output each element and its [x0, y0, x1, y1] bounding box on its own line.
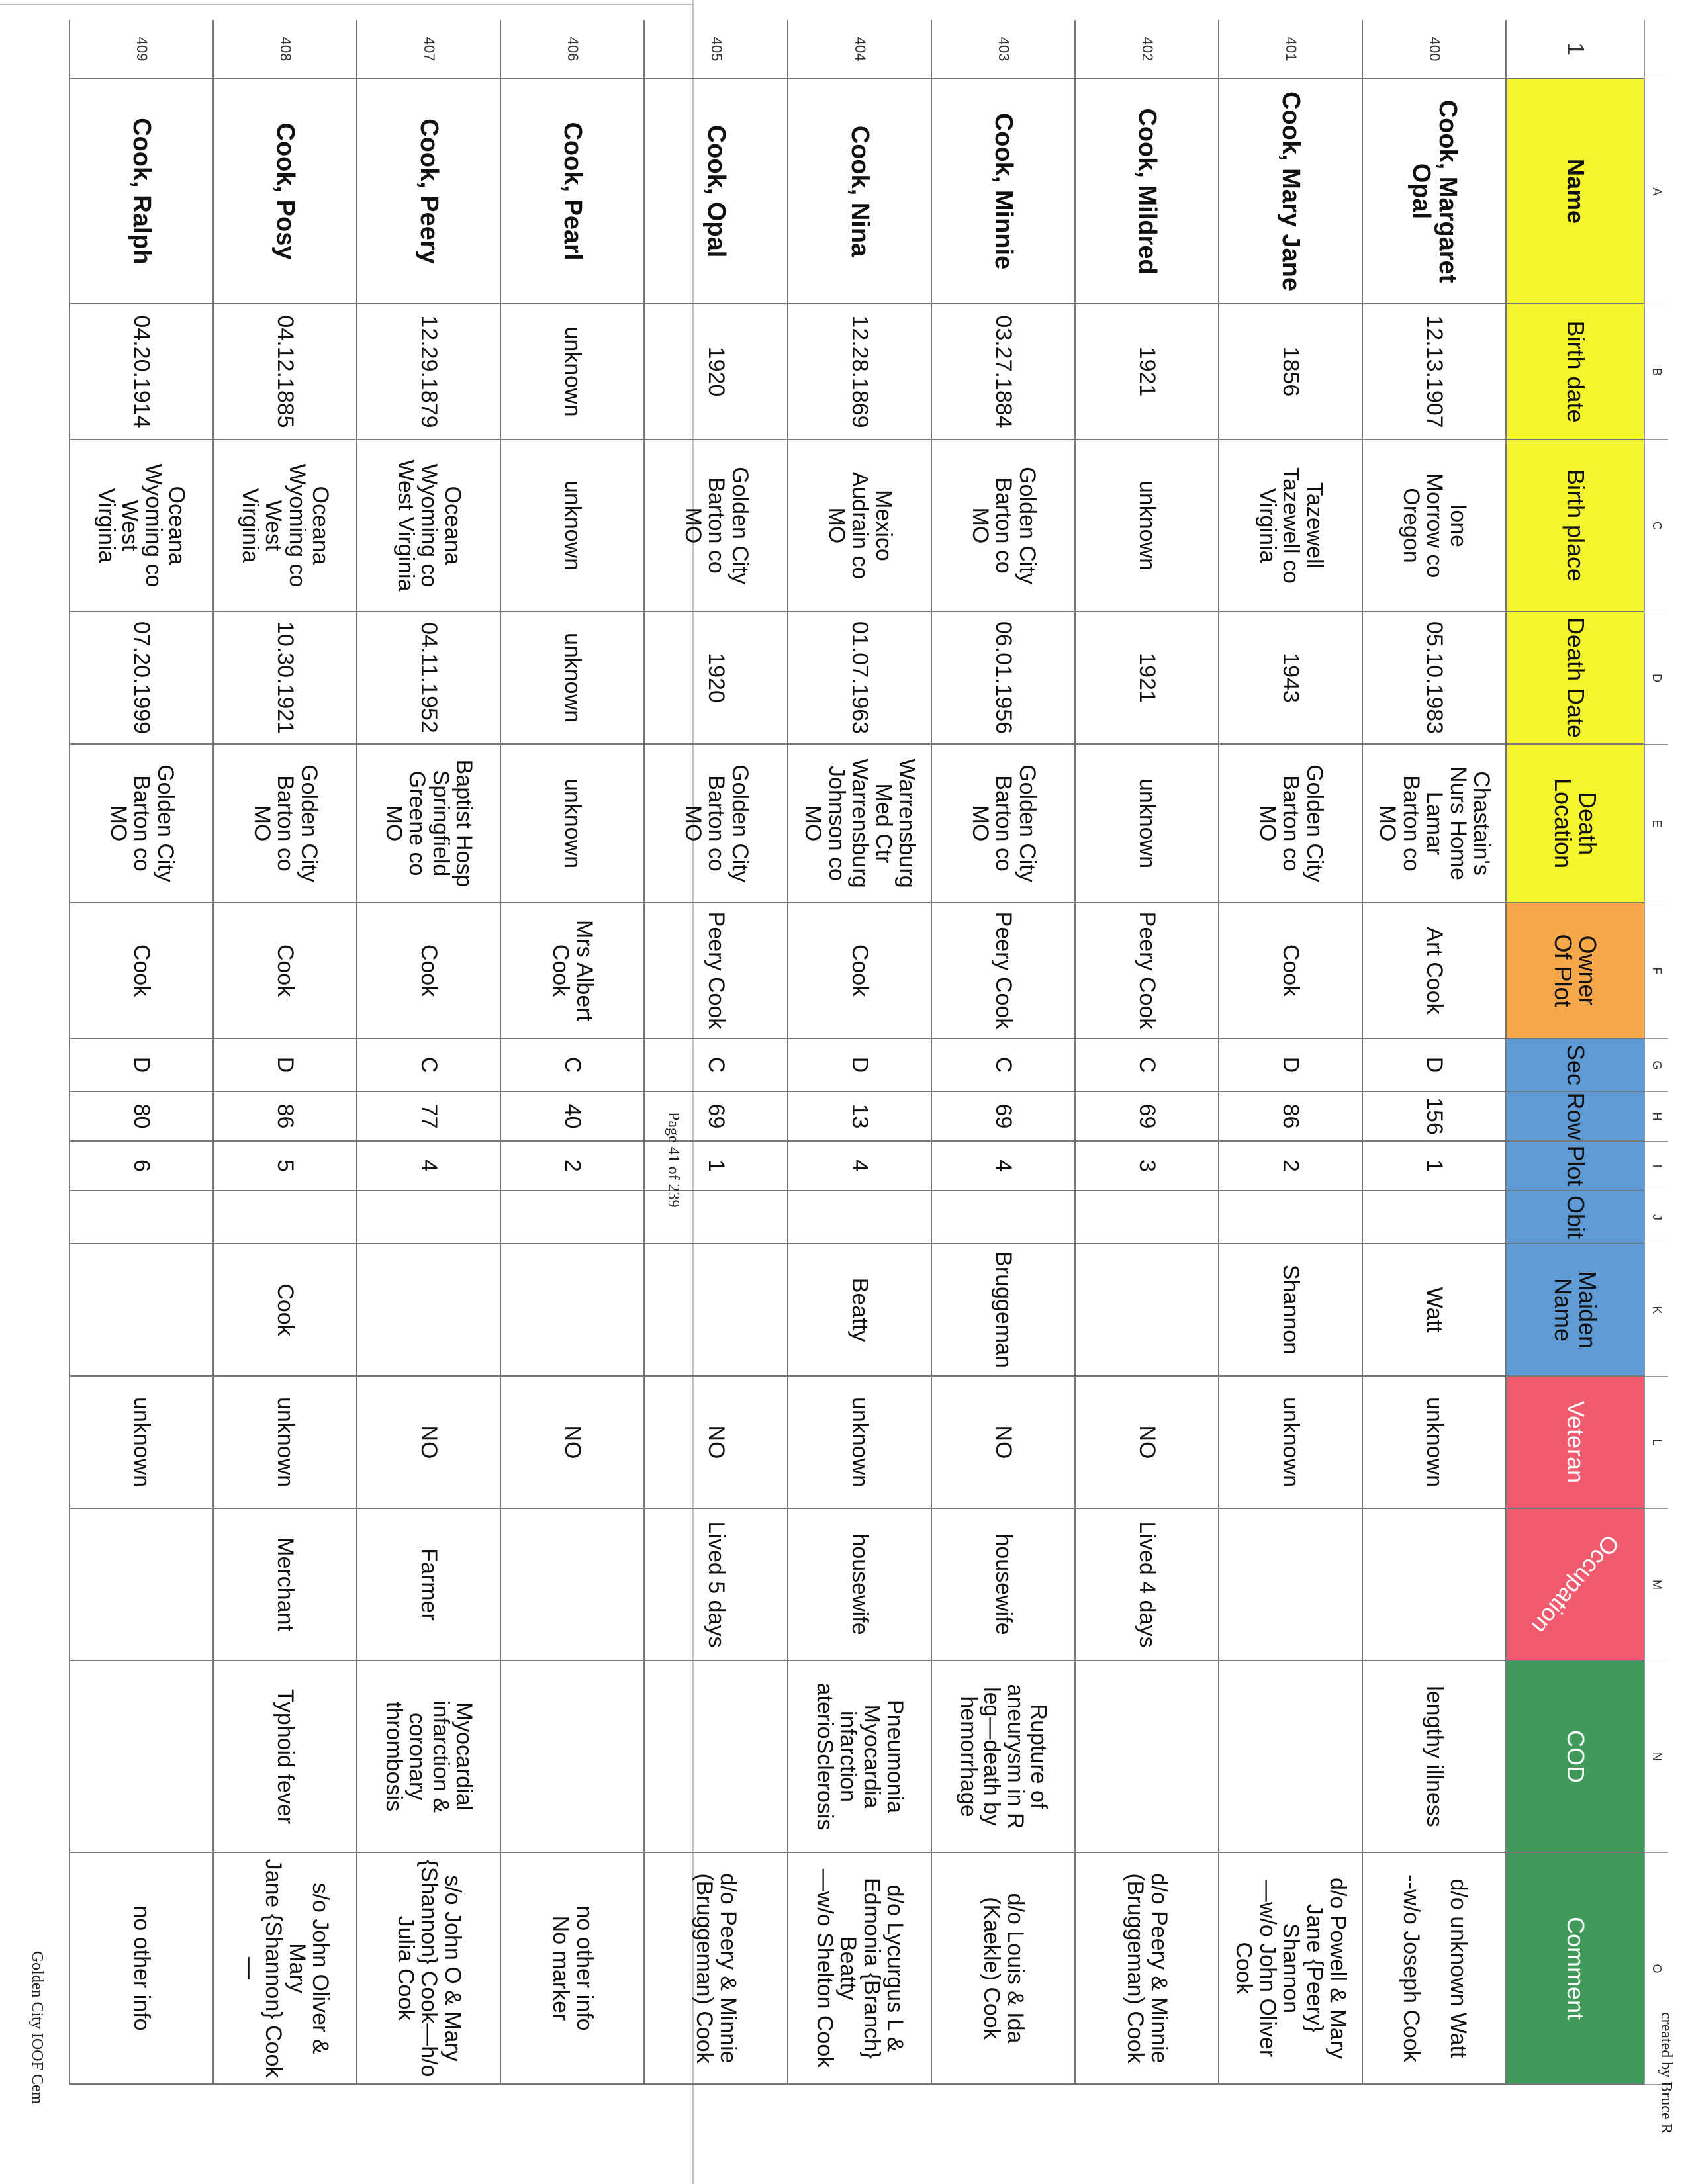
birth-place-cell: Oceana Wyoming co West Virginia: [356, 440, 500, 612]
header-plot: Plot: [1505, 1142, 1644, 1191]
birth-place-cell: unknown: [500, 440, 643, 612]
cod-cell: Pneumonia Myocardia infarction aterioSclerosis: [787, 1661, 931, 1853]
maiden-name-cell: Shannon: [1218, 1244, 1362, 1377]
column-letter: I: [1644, 1142, 1668, 1191]
column-letter: K: [1644, 1244, 1668, 1377]
obit-cell: [1218, 1191, 1362, 1244]
column-letter: H: [1644, 1092, 1668, 1142]
header-rownum: 1: [1505, 20, 1644, 79]
occupation-cell: Farmer: [356, 1509, 500, 1661]
death-location-cell: Golden City Barton co MO: [1218, 745, 1362, 903]
name-cell: Cook, Posy: [212, 79, 356, 304]
owner-cell: Cook: [212, 903, 356, 1039]
death-date-cell: 1920: [643, 612, 787, 745]
column-letter: J: [1644, 1191, 1668, 1244]
veteran-cell: NO: [1074, 1377, 1218, 1509]
birth-place-cell: Golden City Barton co MO: [643, 440, 787, 612]
death-date-cell: 06.01.1956: [931, 612, 1074, 745]
sec-cell: D: [787, 1039, 931, 1092]
header-obit: Obit: [1505, 1191, 1644, 1244]
column-letter: O: [1644, 1853, 1668, 2085]
birth-place-cell: unknown: [1074, 440, 1218, 612]
name-cell: Cook, Pearl: [500, 79, 643, 304]
maiden-name-cell: [69, 1244, 212, 1377]
veteran-cell: NO: [356, 1377, 500, 1509]
occupation-cell: [500, 1509, 643, 1661]
sec-cell: D: [1362, 1039, 1505, 1092]
column-letter: F: [1644, 903, 1668, 1039]
header-cod: COD: [1505, 1661, 1644, 1853]
name-cell: Cook, Opal: [643, 79, 787, 304]
obit-cell: [931, 1191, 1074, 1244]
obit-cell: [1074, 1191, 1218, 1244]
obit-cell: [787, 1191, 931, 1244]
owner-cell: Cook: [1218, 903, 1362, 1039]
obit-cell: [356, 1191, 500, 1244]
column-letter: G: [1644, 1039, 1668, 1092]
cod-cell: Myocardial infarction & coronary thrombosis: [356, 1661, 500, 1853]
header-occupation: [1505, 1509, 1644, 1661]
birth-date-cell: 12.13.1907: [1362, 304, 1505, 440]
row-cell: 13: [787, 1092, 931, 1142]
plot-cell: 4: [931, 1142, 1074, 1191]
occupation-cell: housewife: [787, 1509, 931, 1661]
comment-cell: d/o Louis & Ida (Kaekle) Cook: [931, 1853, 1074, 2085]
comment-cell: s/o John O & Mary {Shannon} Cook—h/o Julia Cook: [356, 1853, 500, 2085]
header-birth-date: Birth date: [1505, 304, 1644, 440]
death-location-cell: Golden City Barton co MO: [931, 745, 1074, 903]
maiden-name-cell: Watt: [1362, 1244, 1505, 1377]
obit-cell: [212, 1191, 356, 1244]
birth-date-cell: 04.20.1914: [69, 304, 212, 440]
row-number: 403: [931, 20, 1074, 79]
header-sec: Sec: [1505, 1039, 1644, 1092]
top-rule: [0, 4, 692, 5]
occupation-cell: Merchant: [212, 1509, 356, 1661]
header-veteran: Veteran: [1505, 1377, 1644, 1509]
name-cell: Cook, Margaret Opal: [1362, 79, 1505, 304]
plot-cell: 1: [643, 1142, 787, 1191]
occupation-cell: Lived 4 days: [1074, 1509, 1218, 1661]
plot-cell: 3: [1074, 1142, 1218, 1191]
death-location-cell: Warrensburg Med Ctr Warrensburg Johnson co MO: [787, 745, 931, 903]
death-date-cell: unknown: [500, 612, 643, 745]
death-date-cell: 04.11.1952: [356, 612, 500, 745]
plot-cell: 2: [500, 1142, 643, 1191]
plot-cell: 4: [356, 1142, 500, 1191]
cod-cell: Rupture of aneurysm in R leg—death by hemorrhage: [931, 1661, 1074, 1853]
comment-cell: s/o John Oliver & Mary Jane {Shannon} Cook —: [212, 1853, 356, 2085]
veteran-cell: unknown: [69, 1377, 212, 1509]
maiden-name-cell: Bruggeman: [931, 1244, 1074, 1377]
veteran-cell: NO: [931, 1377, 1074, 1509]
column-letters: [1644, 20, 1668, 2151]
table-row: [500, 20, 643, 2151]
header-name: Name: [1505, 79, 1644, 304]
row-number: 408: [212, 20, 356, 79]
veteran-cell: NO: [500, 1377, 643, 1509]
header-owner-of-plot: Owner Of Plot: [1505, 903, 1644, 1039]
obit-cell: [1362, 1191, 1505, 1244]
cod-cell: [1218, 1661, 1362, 1853]
birth-date-cell: 12.28.1869: [787, 304, 931, 440]
row-cell: 86: [212, 1092, 356, 1142]
birth-place-cell: Ione Morrow co Oregon: [1362, 440, 1505, 612]
obit-cell: [500, 1191, 643, 1244]
table-row: [1074, 20, 1218, 2151]
cod-cell: [1074, 1661, 1218, 1853]
name-cell: Cook, Nina: [787, 79, 931, 304]
death-location-cell: Chastain's Nurs Home Lamar Barton co MO: [1362, 745, 1505, 903]
comment-cell: d/o Powell & Mary Jane {Peery} Shannon —w/o John Oliver Cook: [1218, 1853, 1362, 2085]
row-number: 409: [69, 20, 212, 79]
row-cell: 80: [69, 1092, 212, 1142]
row-number: 404: [787, 20, 931, 79]
row-cell: 156: [1362, 1092, 1505, 1142]
sec-cell: C: [356, 1039, 500, 1092]
data-rows: [69, 20, 1505, 2151]
cod-cell: Typhoid fever: [212, 1661, 356, 1853]
column-letter: [1644, 20, 1668, 79]
header-death-date: Death Date: [1505, 612, 1644, 745]
plot-cell: 4: [787, 1142, 931, 1191]
birth-date-cell: 03.27.1884: [931, 304, 1074, 440]
maiden-name-cell: [643, 1244, 787, 1377]
table-row: [931, 20, 1074, 2151]
column-letter: A: [1644, 79, 1668, 304]
row-cell: 69: [931, 1092, 1074, 1142]
sec-cell: D: [212, 1039, 356, 1092]
name-cell: Cook, Peery: [356, 79, 500, 304]
column-letter: L: [1644, 1377, 1668, 1509]
owner-cell: Art Cook: [1362, 903, 1505, 1039]
name-cell: Cook, Mildred: [1074, 79, 1218, 304]
row-cell: 40: [500, 1092, 643, 1142]
birth-place-cell: Golden City Barton co MO: [931, 440, 1074, 612]
cemetery-spreadsheet: [66, 20, 1668, 2151]
maiden-name-cell: [356, 1244, 500, 1377]
birth-date-cell: 04.12.1885: [212, 304, 356, 440]
obit-cell: [69, 1191, 212, 1244]
plot-cell: 1: [1362, 1142, 1505, 1191]
maiden-name-cell: [1074, 1244, 1218, 1377]
occupation-cell: [1362, 1509, 1505, 1661]
death-date-cell: 01.07.1963: [787, 612, 931, 745]
death-date-cell: 05.10.1983: [1362, 612, 1505, 745]
header-birth-place: Birth place: [1505, 440, 1644, 612]
table-row: [1362, 20, 1505, 2151]
occupation-cell: [69, 1509, 212, 1661]
occupation-cell: Lived 5 days: [643, 1509, 787, 1661]
column-letter: N: [1644, 1661, 1668, 1853]
row-cell: 86: [1218, 1092, 1362, 1142]
birth-date-cell: 1920: [643, 304, 787, 440]
maiden-name-cell: [500, 1244, 643, 1377]
row-cell: 77: [356, 1092, 500, 1142]
death-date-cell: 1921: [1074, 612, 1218, 745]
owner-cell: Mrs Albert Cook: [500, 903, 643, 1039]
sec-cell: C: [1074, 1039, 1218, 1092]
death-location-cell: Golden City Barton co MO: [212, 745, 356, 903]
header-row: Row: [1505, 1092, 1644, 1142]
birth-date-cell: 12.29.1879: [356, 304, 500, 440]
death-date-cell: 10.30.1921: [212, 612, 356, 745]
row-number: 406: [500, 20, 643, 79]
death-location-cell: Golden City Barton co MO: [69, 745, 212, 903]
header-comment: Comment: [1505, 1853, 1644, 2085]
table-row: [356, 20, 500, 2151]
owner-cell: Cook: [356, 903, 500, 1039]
row-number: 401: [1218, 20, 1362, 79]
birth-date-cell: 1856: [1218, 304, 1362, 440]
owner-cell: Peery Cook: [931, 903, 1074, 1039]
sec-cell: C: [931, 1039, 1074, 1092]
column-letter: C: [1644, 440, 1668, 612]
birth-place-cell: Tazewell Tazewell co Virginia: [1218, 440, 1362, 612]
owner-cell: Cook: [787, 903, 931, 1039]
plot-cell: 2: [1218, 1142, 1362, 1191]
comment-cell: d/o Lycurgus L & Edmonia {Branch} Beatty —w/o Shelton Cook: [787, 1853, 931, 2085]
sec-cell: D: [69, 1039, 212, 1092]
death-date-cell: 07.20.1999: [69, 612, 212, 745]
row-number: 402: [1074, 20, 1218, 79]
birth-place-cell: Oceana Wyoming co West Virginia: [212, 440, 356, 612]
row-number: 407: [356, 20, 500, 79]
veteran-cell: unknown: [787, 1377, 931, 1509]
name-cell: Cook, Mary Jane: [1218, 79, 1362, 304]
occupation-cell: housewife: [931, 1509, 1074, 1661]
comment-cell: no other info No marker: [500, 1853, 643, 2085]
veteran-cell: NO: [643, 1377, 787, 1509]
header-row: [1505, 20, 1644, 2151]
occupation-cell: [1218, 1509, 1362, 1661]
sec-cell: C: [643, 1039, 787, 1092]
column-letter: M: [1644, 1509, 1668, 1661]
death-location-cell: unknown: [1074, 745, 1218, 903]
column-letter: B: [1644, 304, 1668, 440]
comment-cell: d/o Peery & Minnie (Bruggeman) Cook: [1074, 1853, 1218, 2085]
veteran-cell: unknown: [212, 1377, 356, 1509]
table-row: [1218, 20, 1362, 2151]
maiden-name-cell: Cook: [212, 1244, 356, 1377]
veteran-cell: unknown: [1362, 1377, 1505, 1509]
row-cell: 69: [1074, 1092, 1218, 1142]
comment-cell: no other info: [69, 1853, 212, 2085]
birth-date-cell: 1921: [1074, 304, 1218, 440]
death-location-cell: unknown: [500, 745, 643, 903]
column-letter: E: [1644, 745, 1668, 903]
plot-cell: 6: [69, 1142, 212, 1191]
death-location-cell: Baptist Hosp Springfield Greene co MO: [356, 745, 500, 903]
birth-date-cell: unknown: [500, 304, 643, 440]
footer-center: Page 41 of 239: [665, 1112, 682, 1208]
birth-place-cell: Mexico Audrain co MO: [787, 440, 931, 612]
cod-cell: [643, 1661, 787, 1853]
death-location-cell: Golden City Barton co MO: [643, 745, 787, 903]
header-death-location: Death Location: [1505, 745, 1644, 903]
table-row: [787, 20, 931, 2151]
death-date-cell: 1943: [1218, 612, 1362, 745]
veteran-cell: unknown: [1218, 1377, 1362, 1509]
sec-cell: D: [1218, 1039, 1362, 1092]
name-cell: Cook, Minnie: [931, 79, 1074, 304]
owner-cell: Peery Cook: [1074, 903, 1218, 1039]
plot-cell: 5: [212, 1142, 356, 1191]
row-cell: 69: [643, 1092, 787, 1142]
comment-cell: d/o unknown Watt --w/o Joseph Cook: [1362, 1853, 1505, 2085]
owner-cell: Cook: [69, 903, 212, 1039]
table-row: [212, 20, 356, 2151]
maiden-name-cell: Beatty: [787, 1244, 931, 1377]
cod-cell: [69, 1661, 212, 1853]
birth-place-cell: Oceana Wyoming co West Virginia: [69, 440, 212, 612]
footer-right: created by Bruce R: [1658, 2012, 1675, 2134]
sec-cell: C: [500, 1039, 643, 1092]
cod-cell: [500, 1661, 643, 1853]
column-letter: D: [1644, 612, 1668, 745]
owner-cell: Peery Cook: [643, 903, 787, 1039]
row-number: 400: [1362, 20, 1505, 79]
table-row: [643, 20, 787, 2151]
name-cell: Cook, Ralph: [69, 79, 212, 304]
cod-cell: lengthy illness: [1362, 1661, 1505, 1853]
comment-cell: d/o Peery & Minnie (Bruggeman) Cook: [643, 1853, 787, 2085]
row-number: 405: [643, 20, 787, 79]
table-row: [69, 20, 212, 2151]
header-maiden-name: Maiden Name: [1505, 1244, 1644, 1377]
footer-left: Golden City IOOF Cem: [28, 1950, 46, 2105]
header-occupation-label: Occupation: [1526, 1529, 1625, 1640]
